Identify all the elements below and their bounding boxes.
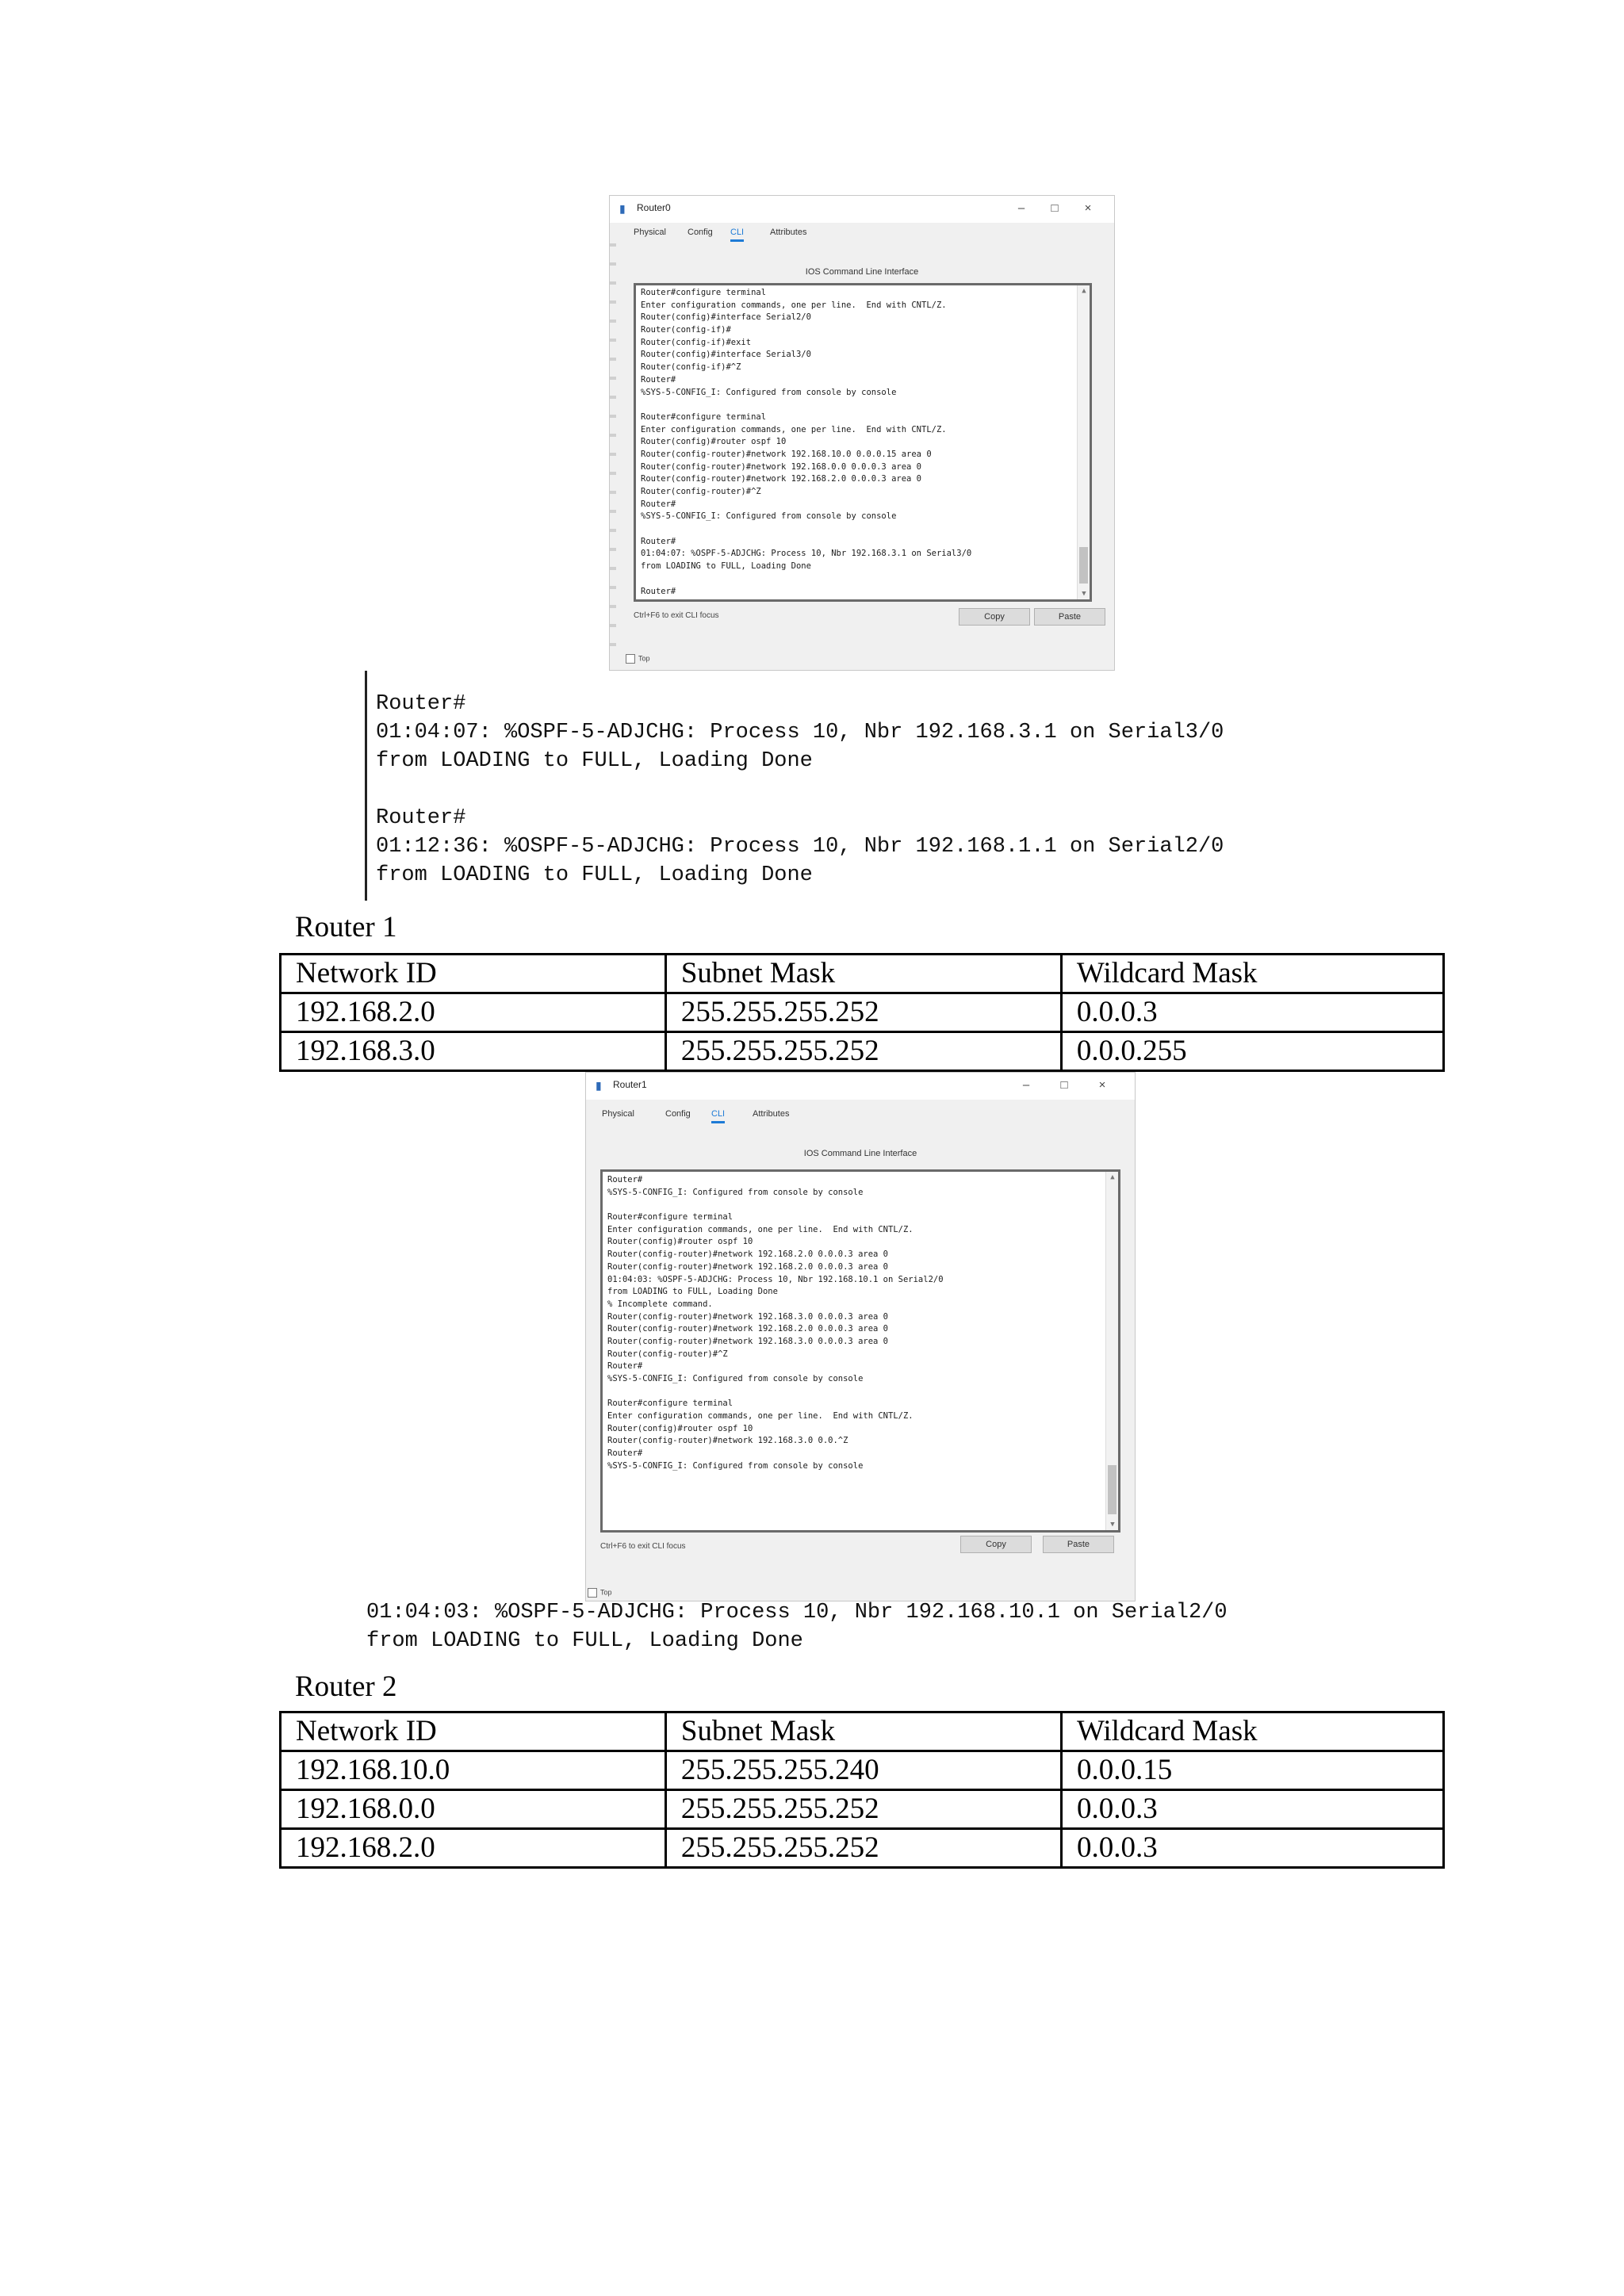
text-line: from LOADING to FULL, Loading Done [607, 1287, 778, 1297]
text-line: Router(config-if)# [641, 325, 731, 335]
top-checkbox[interactable] [588, 1588, 612, 1598]
top-checkbox-box[interactable] [588, 1588, 597, 1598]
text-line: %SYS-5-CONFIG_I: Configured from console by console [607, 1460, 864, 1471]
text-line: Router(config-router)#^Z [641, 487, 761, 496]
cell-subnet-mask: 255.255.255.252 [665, 1790, 1061, 1829]
text-line: Router(config)#interface Serial3/0 [641, 350, 811, 360]
scroll-up-icon[interactable]: ▲ [1082, 287, 1086, 295]
text-line: Router(config-router)#network 192.168.2.0 0.0.0.3 area 0 [641, 474, 922, 484]
maximize-button[interactable]: □ [1060, 1078, 1068, 1092]
header-subnet-mask: Subnet Mask [665, 955, 1061, 993]
text-line: Router# [607, 1448, 643, 1459]
router-app-icon: ▮ [619, 202, 626, 215]
tab-physical[interactable]: Physical [634, 228, 666, 237]
text-line: Router(config-router)#network 192.168.2.0 0.0.0.3 area 0 [607, 1261, 889, 1272]
blank-line [641, 399, 1085, 411]
text-line: Enter configuration commands, one per line. End with CNTL/Z. [641, 424, 947, 434]
cli-console[interactable] [634, 283, 1092, 602]
header-subnet-mask: Subnet Mask [665, 1712, 1061, 1751]
tab-cli[interactable]: CLI [730, 228, 744, 242]
router-2-heading: Router 2 [295, 1670, 397, 1703]
close-button[interactable]: × [1084, 201, 1092, 215]
paste-button[interactable]: Paste [1043, 1536, 1114, 1553]
tab-attributes[interactable]: Attributes [770, 228, 807, 237]
text-line: Router# [607, 1175, 643, 1184]
tab-attributes[interactable]: Attributes [753, 1109, 790, 1119]
table-row [281, 1829, 1444, 1868]
minimize-button[interactable]: – [1022, 1078, 1030, 1092]
text-line: Router(config-router)#network 192.168.3.0 0.0.0.3 area 0 [607, 1311, 889, 1322]
text-line: from LOADING to FULL, Loading Done [376, 863, 813, 887]
text-line: 01:04:07: %OSPF-5-ADJCHG: Process 10, Nbr 192.168.3.1 on Serial3/0 [376, 721, 1224, 744]
text-line: from LOADING to FULL, Loading Done [641, 561, 811, 572]
text-line: Router#configure terminal [607, 1399, 733, 1409]
router1-cli-window [585, 1072, 1136, 1601]
header-wildcard-mask: Wildcard Mask [1061, 1712, 1443, 1751]
router-1-network-table [279, 953, 1445, 1072]
text-line: Router#configure terminal [607, 1212, 733, 1223]
cell-network-id: 192.168.2.0 [281, 1829, 666, 1868]
log-block-1 [376, 690, 1224, 890]
text-line: Router# [641, 374, 676, 385]
text-line: 01:12:36: %OSPF-5-ADJCHG: Process 10, Nbr 192.168.1.1 on Serial2/0 [376, 835, 1224, 859]
cell-subnet-mask: 255.255.255.252 [665, 1829, 1061, 1868]
text-line: Enter configuration commands, one per line. End with CNTL/Z. [607, 1224, 914, 1234]
text-line: Router#configure terminal [641, 288, 767, 297]
cell-subnet-mask: 255.255.255.252 [665, 993, 1061, 1032]
scroll-up-icon[interactable]: ▲ [1110, 1173, 1115, 1181]
top-checkbox-label: Top [600, 1588, 612, 1597]
text-line: %SYS-5-CONFIG_I: Configured from console by console [607, 1187, 864, 1197]
top-checkbox-box[interactable] [626, 654, 635, 664]
table-row [281, 1032, 1444, 1071]
router-app-icon: ▮ [596, 1079, 602, 1092]
text-line: from LOADING to FULL, Loading Done [376, 749, 813, 773]
text-line: Router(config)#router ospf 10 [607, 1423, 753, 1433]
text-line: Enter configuration commands, one per line. End with CNTL/Z. [641, 300, 947, 310]
paste-button[interactable]: Paste [1034, 608, 1105, 626]
router-2-network-table [279, 1711, 1445, 1869]
router-1-heading: Router 1 [295, 911, 397, 943]
top-checkbox[interactable] [626, 654, 650, 664]
text-line: Router# [641, 586, 676, 596]
console-output [607, 1173, 1113, 1472]
text-line: Router(config)#interface Serial2/0 [641, 312, 811, 323]
text-line: Router(config-router)#network 192.168.10.0 0.0.0.15 area 0 [641, 449, 932, 459]
cell-wildcard-mask: 0.0.0.3 [1061, 993, 1443, 1032]
text-line: Enter configuration commands, one per line. End with CNTL/Z. [607, 1411, 914, 1422]
log-block-1-bar [365, 671, 367, 901]
cli-console[interactable] [600, 1169, 1120, 1533]
header-network-id: Network ID [281, 955, 666, 993]
text-line: Router#configure terminal [641, 411, 767, 422]
tab-config[interactable]: Config [688, 228, 713, 237]
blank-line [641, 523, 1085, 536]
text-line: 01:04:07: %OSPF-5-ADJCHG: Process 10, Nbr 192.168.3.1 on Serial3/0 [641, 549, 972, 559]
window-left-edge [610, 228, 616, 654]
console-output [641, 287, 1085, 598]
text-line: Router(config-if)#exit [641, 337, 752, 347]
scroll-down-icon[interactable]: ▼ [1110, 1521, 1115, 1529]
log-block-2-lines [366, 1598, 1228, 1655]
cli-focus-hint: Ctrl+F6 to exit CLI focus [600, 1542, 686, 1551]
scroll-thumb[interactable] [1108, 1465, 1116, 1514]
text-line: Router# [641, 499, 676, 509]
text-line: %SYS-5-CONFIG_I: Configured from console by console [607, 1374, 864, 1383]
cell-wildcard-mask: 0.0.0.255 [1061, 1032, 1443, 1071]
scroll-down-icon[interactable]: ▼ [1082, 590, 1086, 598]
header-network-id: Network ID [281, 1712, 666, 1751]
log-block-2 [366, 1598, 1228, 1655]
titlebar [610, 196, 1114, 223]
tab-cli[interactable]: CLI [711, 1109, 725, 1123]
text-line: Router(config-router)#network 192.168.2.0 0.0.0.3 area 0 [607, 1324, 889, 1334]
text-line: from LOADING to FULL, Loading Done [366, 1629, 803, 1653]
router0-cli-window [609, 195, 1115, 671]
cli-panel-title: IOS Command Line Interface [803, 1149, 917, 1158]
text-line: Router# [376, 692, 466, 716]
tab-config[interactable]: Config [665, 1109, 691, 1119]
text-line: Router(config)#router ospf 10 [607, 1237, 753, 1247]
top-checkbox-label: Top [638, 654, 650, 663]
text-line: 01:04:03: %OSPF-5-ADJCHG: Process 10, Nbr 192.168.10.1 on Serial2/0 [366, 1601, 1228, 1624]
text-line: Router(config)#router ospf 10 [641, 437, 787, 447]
text-line: Router(config-router)#network 192.168.0.0 0.0.0.3 area 0 [641, 461, 922, 472]
cli-focus-hint: Ctrl+F6 to exit CLI focus [634, 611, 719, 620]
cell-subnet-mask: 255.255.255.240 [665, 1751, 1061, 1790]
cell-network-id: 192.168.10.0 [281, 1751, 666, 1790]
blank-line [607, 1385, 1113, 1398]
text-line: Router(config-router)#^Z [607, 1349, 728, 1359]
copy-button[interactable]: Copy [959, 608, 1030, 626]
text-line: Router(config-if)#^Z [641, 362, 741, 373]
text-line: Router(config-router)#network 192.168.3.0 0.0.0.3 area 0 [607, 1336, 889, 1346]
text-line: % Incomplete command. [607, 1299, 713, 1309]
maximize-button[interactable]: □ [1051, 201, 1059, 215]
close-button[interactable]: × [1098, 1078, 1106, 1092]
table-row [281, 1751, 1444, 1790]
blank-line [607, 1198, 1113, 1211]
table-row [281, 1790, 1444, 1829]
cli-panel-title: IOS Command Line Interface [805, 267, 919, 277]
window-title: Router1 [613, 1079, 647, 1090]
window-title: Router0 [637, 202, 671, 213]
text-line: 01:04:03: %OSPF-5-ADJCHG: Process 10, Nbr 192.168.10.1 on Serial2/0 [607, 1274, 944, 1284]
cell-network-id: 192.168.0.0 [281, 1790, 666, 1829]
text-line: %SYS-5-CONFIG_I: Configured from console by console [641, 387, 897, 397]
blank-line [641, 573, 1085, 586]
table-header-row [281, 955, 1444, 993]
scroll-thumb[interactable] [1079, 547, 1088, 584]
cell-wildcard-mask: 0.0.0.15 [1061, 1751, 1443, 1790]
console-scrollbar[interactable] [1077, 285, 1090, 599]
cell-wildcard-mask: 0.0.0.3 [1061, 1790, 1443, 1829]
blank-line [376, 775, 1224, 804]
log-block-1-lines [376, 690, 1224, 890]
cell-wildcard-mask: 0.0.0.3 [1061, 1829, 1443, 1868]
cell-network-id: 192.168.3.0 [281, 1032, 666, 1071]
table-row [281, 993, 1444, 1032]
titlebar [586, 1073, 1135, 1100]
text-line: Router(config-router)#network 192.168.2.0 0.0.0.3 area 0 [607, 1249, 889, 1260]
text-line: %SYS-5-CONFIG_I: Configured from console by console [641, 511, 897, 522]
copy-button[interactable]: Copy [960, 1536, 1032, 1553]
header-wildcard-mask: Wildcard Mask [1061, 955, 1443, 993]
minimize-button[interactable]: – [1017, 201, 1025, 215]
text-line: Router# [641, 536, 676, 546]
text-line: Router# [607, 1361, 643, 1372]
cell-network-id: 192.168.2.0 [281, 993, 666, 1032]
text-line: Router(config-router)#network 192.168.3.0 0.0.^Z [607, 1436, 848, 1446]
text-line: Router# [376, 806, 466, 830]
tab-physical[interactable]: Physical [602, 1109, 634, 1119]
table-header-row [281, 1712, 1444, 1751]
console-scrollbar[interactable] [1105, 1172, 1118, 1530]
cell-subnet-mask: 255.255.255.252 [665, 1032, 1061, 1071]
